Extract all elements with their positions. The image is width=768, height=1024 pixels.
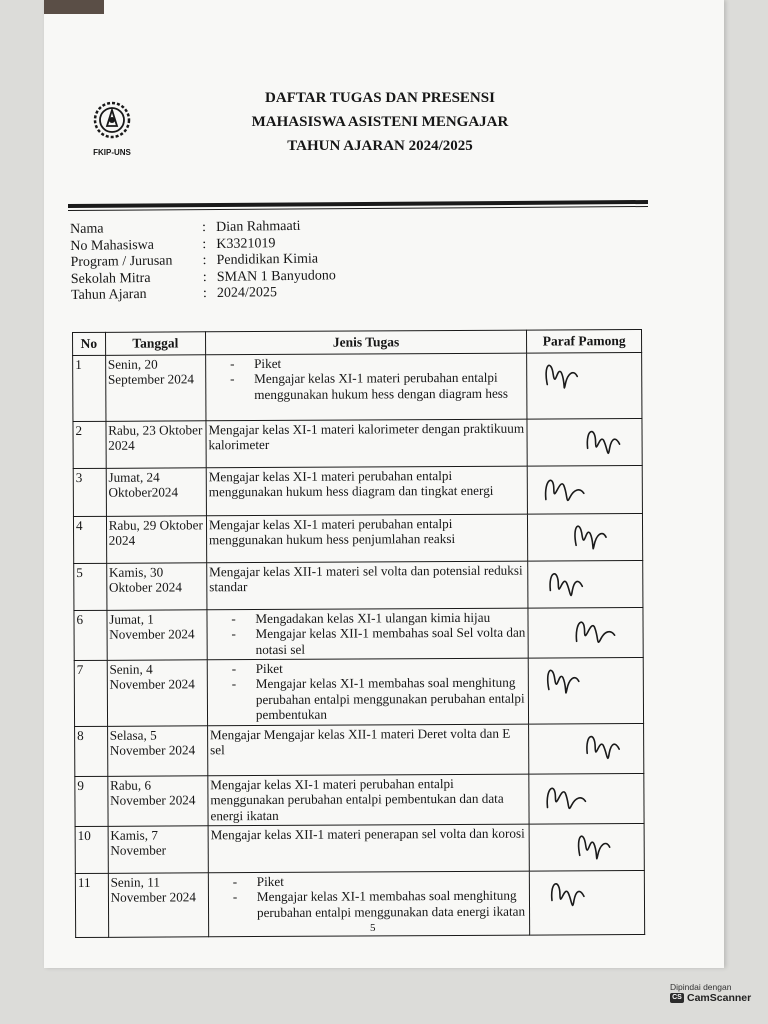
cell-date: Senin, 20 September 2024 xyxy=(105,354,206,421)
table-row xyxy=(74,657,643,726)
title-line-3: TAHUN AJARAN 2024/2025 xyxy=(287,138,473,154)
header-date: Tanggal xyxy=(105,332,205,355)
task-item: - Piket xyxy=(230,354,524,371)
page-number: 5 xyxy=(370,922,376,934)
cell-signature xyxy=(529,723,644,774)
info-label: No Mahasiswa xyxy=(70,237,155,254)
cell-no: 6 xyxy=(74,610,107,660)
student-info xyxy=(70,217,451,305)
table-row xyxy=(75,823,644,873)
task-item: - Mengajar kelas XI-1 materi perubahan entalpi menggunakan hukum hess dengan diagram hess xyxy=(230,370,524,403)
title-line-2: MAHASISWA ASISTENI MENGAJAR xyxy=(251,114,509,130)
task-item: - Piket xyxy=(232,659,526,676)
task-list xyxy=(211,872,527,920)
logo-caption: FKIP-UNS xyxy=(93,148,131,157)
cell-signature xyxy=(527,465,642,514)
signature-scribble xyxy=(578,420,634,464)
cell-date: Senin, 11 November 2024 xyxy=(108,872,209,937)
info-label: Program / Jurusan xyxy=(70,253,173,270)
info-label: Tahun Ajaran xyxy=(70,286,147,303)
table-row xyxy=(75,723,644,776)
task-item: - Mengajar kelas XI-1 membahas soal menghitung perubahan entalpi menggunakan data energi ikatan xyxy=(233,888,527,921)
table-row xyxy=(75,773,644,826)
table-row xyxy=(73,418,642,468)
cell-no: 10 xyxy=(75,826,108,873)
table-header-row xyxy=(73,330,642,355)
header-no: No xyxy=(73,332,106,355)
info-label: Nama xyxy=(70,221,104,237)
cell-date: Kamis, 30 Oktober 2024 xyxy=(106,562,206,610)
cell-signature xyxy=(529,773,644,824)
cell-no: 5 xyxy=(74,563,107,610)
task-item: - Mengadakan kelas XI-1 ulangan kimia hijau xyxy=(231,609,525,626)
camscanner-logo-icon: CS xyxy=(670,993,684,1003)
table-row xyxy=(75,870,644,937)
header-signature: Paraf Pamong xyxy=(527,330,642,353)
cell-signature xyxy=(528,560,643,608)
cell-task xyxy=(207,608,529,660)
scanner-watermark xyxy=(670,982,760,1004)
cell-no: 1 xyxy=(73,355,106,421)
task-list xyxy=(209,609,525,657)
signature-scribble xyxy=(540,562,596,606)
signature-scribble xyxy=(577,725,633,769)
info-colon: : xyxy=(202,286,208,302)
cell-task: Mengajar kelas XI-1 materi kalorimeter dengan praktikuum kalorimeter xyxy=(206,419,527,468)
cell-no: 7 xyxy=(74,660,107,726)
signature-scribble xyxy=(539,354,595,398)
signature-scribble xyxy=(542,872,598,916)
task-list xyxy=(210,659,527,723)
scanner-caption: Dipindai dengan xyxy=(670,982,732,992)
fkip-uns-logo xyxy=(86,96,138,166)
cell-task: Mengajar Mengajar kelas XII-1 materi Deret volta dan E sel xyxy=(207,724,529,776)
signature-scribble xyxy=(540,467,596,511)
document-title xyxy=(200,86,560,158)
cell-task: Mengajar kelas XI-1 materi perubahan entalpi menggunakan perubahan entalpi pembentukan dan data energi ikatan xyxy=(208,774,530,826)
cell-signature xyxy=(529,823,644,871)
task-item: - Mengajar kelas XII-1 membahas soal Sel volta dan notasi sel xyxy=(231,625,525,658)
signature-scribble xyxy=(541,775,597,819)
cell-task: Mengajar kelas XI-1 materi perubahan entalpi menggunakan hukum hess penjumlahan reaksi xyxy=(206,514,527,563)
info-colon: : xyxy=(201,220,207,236)
cell-no: 11 xyxy=(75,873,108,937)
cell-signature xyxy=(527,418,642,466)
info-colon: : xyxy=(202,236,207,252)
table-row xyxy=(74,560,643,610)
cell-no: 2 xyxy=(73,421,106,468)
cell-signature xyxy=(527,352,642,419)
cell-no: 9 xyxy=(75,776,108,826)
cell-date: Selasa, 5 November 2024 xyxy=(107,725,207,776)
cell-date: Rabu, 6 November 2024 xyxy=(107,775,207,826)
scanner-brand xyxy=(670,992,760,1004)
paper-corner-shadow xyxy=(44,0,104,14)
table-row xyxy=(74,607,643,660)
signature-scribble xyxy=(571,609,627,653)
cell-signature xyxy=(528,607,643,658)
table-row xyxy=(73,513,642,563)
info-value: K3321019 xyxy=(216,235,276,252)
info-value: 2024/2025 xyxy=(216,285,278,301)
cell-task xyxy=(206,353,528,421)
signature-scribble xyxy=(568,515,624,559)
cell-signature xyxy=(528,657,643,724)
info-colon: : xyxy=(202,269,207,285)
signature-scribble xyxy=(572,825,628,869)
task-item: - Piket xyxy=(233,872,527,889)
info-colon: : xyxy=(202,253,207,269)
cell-date: Kamis, 7 November xyxy=(108,825,208,873)
task-attendance-table xyxy=(72,329,645,937)
table-body xyxy=(73,352,645,937)
cell-date: Jumat, 1 November 2024 xyxy=(107,609,207,660)
cell-no: 3 xyxy=(73,468,106,516)
info-value: SMAN 1 Banyudono xyxy=(216,267,336,285)
cell-signature xyxy=(529,870,644,935)
table-row xyxy=(73,465,642,516)
info-value: Pendidikan Kimia xyxy=(216,251,319,268)
cell-task: Mengajar kelas XI-1 materi perubahan entalpi menggunakan hukum hess diagram dan tingkat energi xyxy=(206,466,527,516)
cell-date: Rabu, 29 Oktober 2024 xyxy=(106,515,206,563)
cell-task: Mengajar kelas XII-1 materi sel volta dan potensial reduksi standar xyxy=(207,561,528,610)
cell-task: Mengajar kelas XII-1 materi penerapan sel volta dan korosi xyxy=(208,824,529,873)
info-label: Sekolah Mitra xyxy=(70,270,151,287)
university-emblem-icon xyxy=(86,96,138,148)
task-list xyxy=(208,354,524,402)
signature-scribble xyxy=(541,659,597,703)
cell-date: Jumat, 24 Oktober2024 xyxy=(106,467,206,516)
info-value: Dian Rahmaati xyxy=(215,218,301,235)
cell-task xyxy=(207,658,529,726)
cell-no: 8 xyxy=(75,726,108,776)
scanner-brand-name: CamScanner xyxy=(687,992,752,1004)
title-line-1: DAFTAR TUGAS DAN PRESENSI xyxy=(265,90,495,106)
cell-no: 4 xyxy=(73,516,106,563)
table-row xyxy=(73,352,642,421)
cell-date: Senin, 4 November 2024 xyxy=(107,659,208,726)
task-item: - Mengajar kelas XI-1 membahas soal menghitung perubahan entalpi menggunakan perubahan entalpi pembentukan xyxy=(232,675,526,723)
header-task: Jenis Tugas xyxy=(205,330,526,354)
cell-date: Rabu, 23 Oktober 2024 xyxy=(106,420,206,468)
cell-signature xyxy=(528,513,643,561)
